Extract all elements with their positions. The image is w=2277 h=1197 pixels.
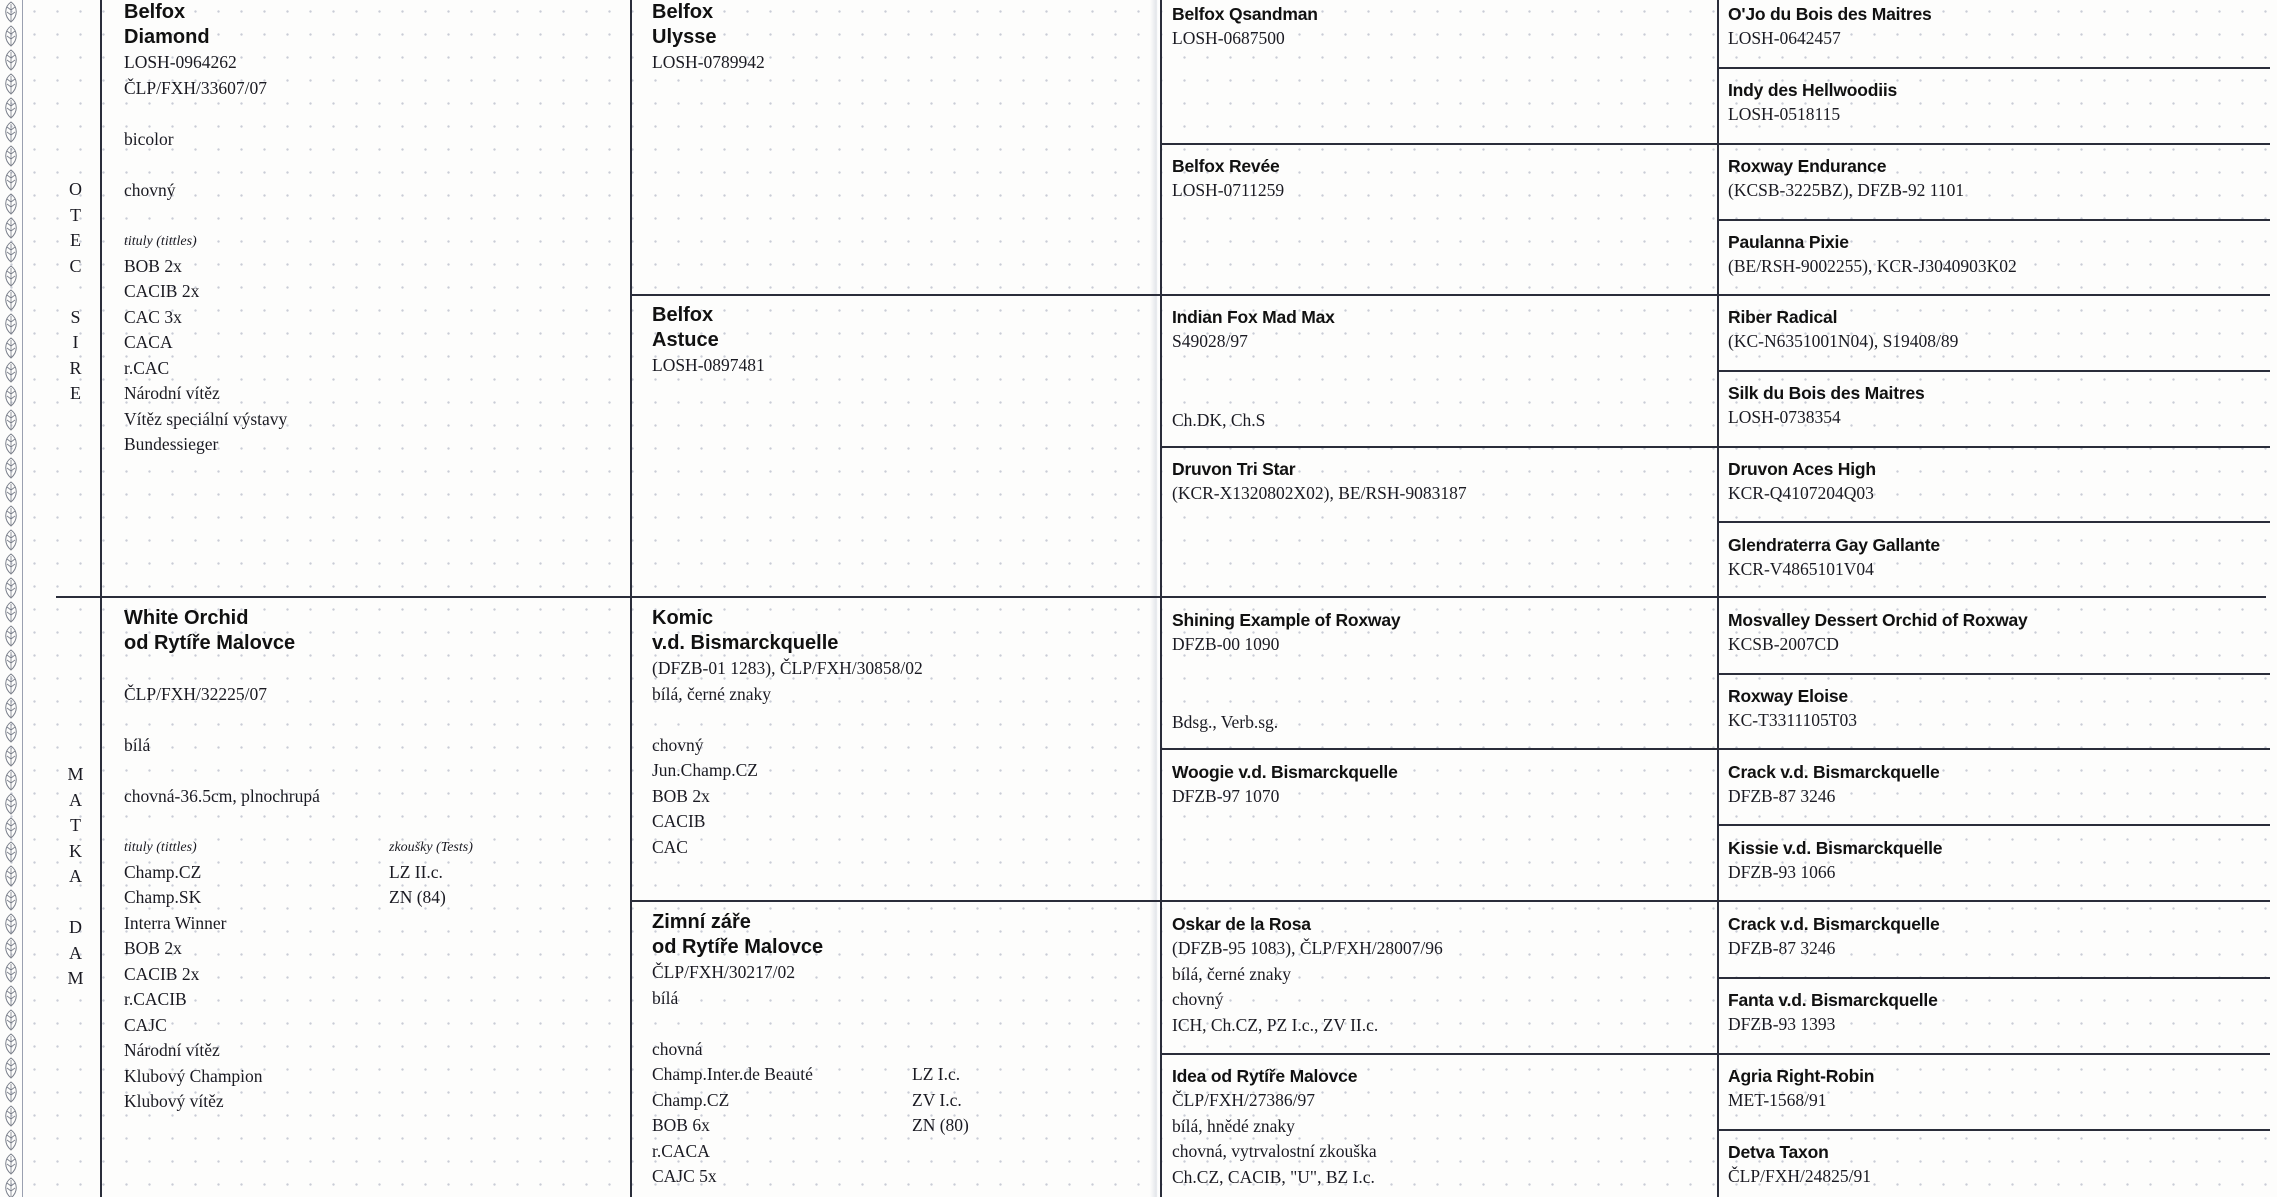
side-letter: C <box>69 255 83 276</box>
ancestor-cell <box>1728 230 2268 280</box>
grandparent-name-line1: Belfox <box>652 304 714 326</box>
sire-breeding-status: chovný <box>124 179 176 200</box>
generation3-divider <box>1160 294 1717 296</box>
great-grandparent-detail: S49028/97 <box>1172 331 1248 351</box>
great-grandparent-name: Shining Example of Roxway <box>1172 610 1401 630</box>
sire-title-item: CAC 3x <box>124 306 182 327</box>
generation4-divider <box>1717 521 2270 523</box>
ancestor-cell <box>1728 457 2268 507</box>
side-letter: D <box>69 917 83 937</box>
sire-title-item: Národní vítěz <box>124 383 220 403</box>
generation3-divider <box>1160 748 1717 750</box>
great-grandparent-detail: DFZB-00 1090 <box>1172 634 1280 654</box>
generation4-divider <box>1717 673 2270 675</box>
grandparent-name-line2: v.d. Bismarckquelle <box>652 632 839 654</box>
generation2-divider <box>630 294 1160 296</box>
dam-titles-list <box>124 860 389 1115</box>
ancestor-cell <box>1728 1140 2268 1190</box>
ancestor-registration: DFZB-93 1393 <box>1728 1014 1836 1034</box>
grandparent-cell <box>652 910 1152 1190</box>
ancestor-name: Detva Taxon <box>1728 1142 1829 1162</box>
great-grandparent-cell <box>1172 457 1712 507</box>
ancestor-name: Glendraterra Gay Gallante <box>1728 535 1940 555</box>
sire-title-item: r.CAC <box>124 357 170 378</box>
ancestor-cell <box>1728 305 2268 355</box>
ancestor-cell <box>1728 2 2268 52</box>
dam-title-item: Interra Winner <box>124 912 227 933</box>
ancestor-registration: KCSB-2007CD <box>1728 634 1839 654</box>
generation3-divider <box>1160 900 1717 902</box>
ancestor-cell <box>1728 836 2268 886</box>
grandparent-cell <box>652 606 1152 860</box>
great-grandparent-detail: (DFZB-95 1083), ČLP/FXH/28007/96 <box>1172 938 1443 958</box>
ancestor-name: Agria Right-Robin <box>1728 1066 1875 1086</box>
sire-title-item: Bundessieger <box>124 434 219 454</box>
ancestor-name: Roxway Endurance <box>1728 156 1887 176</box>
dam-title-item: Champ.CZ <box>124 861 202 882</box>
great-grandparent-name: Indian Fox Mad Max <box>1172 307 1335 327</box>
generation4-divider <box>1717 143 2270 145</box>
ancestor-registration: DFZB-87 3246 <box>1728 786 1836 806</box>
great-grandparent-name: Oskar de la Rosa <box>1172 914 1311 934</box>
great-grandparent-detail: LOSH-0711259 <box>1172 180 1285 200</box>
dam-title-item: Klubový vítěz <box>124 1091 224 1111</box>
side-letter: I <box>72 332 80 352</box>
dam-color: bílá <box>124 734 151 755</box>
dam-title-item: Champ.SK <box>124 887 202 907</box>
ancestor-cell <box>1728 381 2268 431</box>
grandparent-tests-list <box>912 1062 969 1190</box>
ancestor-registration: (KCSB-3225BZ), DFZB-92 1101 <box>1728 180 1965 200</box>
dam-title-item: BOB 2x <box>124 938 182 958</box>
generation4-divider <box>1717 824 2270 826</box>
dam-side-label <box>56 762 96 992</box>
grandparent-cell <box>652 0 1152 76</box>
grandparent-name-line2: Ulysse <box>652 26 717 48</box>
grandparent-titles-list <box>652 1062 912 1190</box>
side-letter: K <box>69 840 83 861</box>
grandparent-name-line1: Zimní záře <box>652 911 751 933</box>
generation2-divider <box>630 900 1160 902</box>
ancestor-cell <box>1728 154 2268 204</box>
ancestor-cell <box>1728 78 2268 128</box>
ancestor-registration: (KC-N6351001N04), S19408/89 <box>1728 331 1959 351</box>
ancestor-name: Silk du Bois des Maitres <box>1728 383 1925 403</box>
side-letter: E <box>70 383 82 403</box>
sire-cell <box>124 0 624 458</box>
grandparent-detail: CAC <box>652 836 688 857</box>
grandparent-test-item: ZN (80) <box>912 1115 969 1135</box>
side-letter: M <box>67 968 85 988</box>
great-grandparent-cell <box>1172 912 1712 1038</box>
ancestor-registration: LOSH-0738354 <box>1728 407 1841 427</box>
ancestor-registration: KC-T3311105T03 <box>1728 710 1857 730</box>
grandparent-name-line2: Astuce <box>652 329 719 351</box>
ancestor-registration: DFZB-93 1066 <box>1728 862 1836 882</box>
ancestor-name: Roxway Eloise <box>1728 686 1848 706</box>
side-letter: T <box>70 815 82 835</box>
dam-title-item: CAJC <box>124 1014 167 1035</box>
ancestor-name: Paulanna Pixie <box>1728 232 1849 252</box>
grandparent-title-item: BOB 6x <box>652 1115 710 1135</box>
great-grandparent-detail: bílá, hnědé znaky <box>1172 1115 1295 1136</box>
grandparent-detail: chovná <box>652 1038 703 1059</box>
grandparent-titles-tests <box>652 1062 1152 1190</box>
side-letter: S <box>70 306 82 327</box>
side-letter: A <box>69 942 83 963</box>
dam-titles-label: tituly (tittles) <box>124 839 197 855</box>
side-letter: R <box>69 357 83 378</box>
dam-registration: ČLP/FXH/32225/07 <box>124 683 267 704</box>
grandparent-title-item: Champ.CZ <box>652 1089 730 1110</box>
grandparent-detail: bílá, černé znaky <box>652 683 772 704</box>
leaf-border-ornament <box>0 0 23 1197</box>
grandparent-detail: BOB 2x <box>652 785 710 806</box>
ancestor-name: Kissie v.d. Bismarckquelle <box>1728 838 1943 858</box>
ancestor-cell <box>1728 760 2268 810</box>
ancestor-registration: KCR-V4865101V04 <box>1728 559 1874 579</box>
sire-name-line2: Diamond <box>124 26 210 48</box>
ancestor-registration: (BE/RSH-9002255), KCR-J3040903K02 <box>1728 256 2017 276</box>
great-grandparent-titles: Bdsg., Verb.sg. <box>1172 712 1279 732</box>
great-grandparent-cell <box>1172 2 1712 52</box>
side-letter <box>56 890 96 916</box>
sire-color: bicolor <box>124 128 174 149</box>
ancestor-cell <box>1728 988 2268 1038</box>
ancestor-name: Mosvalley Dessert Orchid of Roxway <box>1728 610 2028 630</box>
grandparent-detail: LOSH-0789942 <box>652 52 765 72</box>
great-grandparent-detail: ICH, Ch.CZ, PZ I.c., ZV II.c. <box>1172 1014 1379 1035</box>
sire-name-line1: Belfox <box>124 1 186 23</box>
sire-title-item: CACA <box>124 332 173 352</box>
great-grandparent-name: Belfox Revée <box>1172 156 1280 176</box>
grandparent-name-line2: od Rytíře Malovce <box>652 936 824 958</box>
great-grandparent-detail: DFZB-97 1070 <box>1172 786 1280 806</box>
column-divider <box>1717 0 1719 1197</box>
generation3-divider <box>1160 143 1717 145</box>
sire-title-item: CACIB 2x <box>124 281 200 301</box>
column-divider <box>1160 0 1162 1197</box>
great-grandparent-detail: (KCR-X1320802X02), BE/RSH-9083187 <box>1172 483 1467 503</box>
dam-tests-list <box>389 860 446 1115</box>
grandparent-detail: LOSH-0897481 <box>652 355 765 375</box>
side-letter: E <box>70 230 82 250</box>
side-letter: A <box>69 866 83 886</box>
side-letter: M <box>67 764 85 784</box>
ancestor-registration: ČLP/FXH/24825/91 <box>1728 1166 1871 1186</box>
grandparent-test-item: ZV I.c. <box>912 1089 962 1110</box>
generation3-divider <box>1160 1053 1717 1055</box>
side-letter: T <box>70 204 82 225</box>
generation4-divider <box>1717 370 2270 372</box>
dam-title-item: CACIB 2x <box>124 963 200 984</box>
generation4-divider <box>1717 219 2270 221</box>
great-grandparent-detail: bílá, černé znaky <box>1172 963 1292 984</box>
generation4-divider <box>1717 900 2270 902</box>
ancestor-cell <box>1728 912 2268 962</box>
generation4-divider <box>1717 1053 2270 1055</box>
dam-test-item: LZ II.c. <box>389 861 443 882</box>
ancestor-registration: MET-1568/91 <box>1728 1090 1827 1110</box>
ancestor-name: Druvon Aces High <box>1728 459 1876 479</box>
grandparent-detail: CACIB <box>652 811 706 831</box>
great-grandparent-detail: ČLP/FXH/27386/97 <box>1172 1090 1315 1110</box>
grandparent-detail: Jun.Champ.CZ <box>652 760 758 780</box>
ancestor-name: O'Jo du Bois des Maitres <box>1728 4 1932 24</box>
great-grandparent-detail: chovná, vytrvalostní zkouška <box>1172 1141 1377 1161</box>
grandparent-detail <box>652 1011 1152 1037</box>
ancestor-registration: LOSH-0642457 <box>1728 28 1841 48</box>
grandparent-title-item: r.CACA <box>652 1140 710 1161</box>
ancestor-name: Indy des Hellwoodiis <box>1728 80 1898 100</box>
grandparent-detail: ČLP/FXH/30217/02 <box>652 962 795 982</box>
ancestor-name: Crack v.d. Bismarckquelle <box>1728 762 1940 782</box>
side-letter: O <box>69 179 83 199</box>
dam-cell <box>124 606 624 1115</box>
sire-side-label <box>56 177 96 407</box>
ancestor-registration: LOSH-0518115 <box>1728 104 1841 124</box>
column-divider <box>100 0 102 1197</box>
sire-title-item: BOB 2x <box>124 255 182 276</box>
great-grandparent-detail: Ch.CZ, CACIB, "U", BZ I.c. <box>1172 1166 1375 1187</box>
great-grandparent-name: Idea od Rytíře Malovce <box>1172 1066 1358 1086</box>
side-letter: A <box>69 789 83 810</box>
grandparent-detail: chovný <box>652 734 704 755</box>
ancestor-name: Riber Radical <box>1728 307 1838 327</box>
great-grandparent-cell <box>1172 760 1712 810</box>
grandparent-name-line1: Komic <box>652 607 714 629</box>
dam-title-item: Národní vítěz <box>124 1040 220 1060</box>
ancestor-registration: KCR-Q4107204Q03 <box>1728 483 1874 503</box>
dam-title-item: r.CACIB <box>124 989 187 1009</box>
ancestor-registration: DFZB-87 3246 <box>1728 938 1836 958</box>
ancestor-cell <box>1728 608 2268 658</box>
great-grandparent-name: Druvon Tri Star <box>1172 459 1296 479</box>
dam-name-line2: od Rytíře Malovce <box>124 632 296 654</box>
great-grandparent-detail: chovný <box>1172 989 1224 1009</box>
ancestor-cell <box>1728 684 2268 734</box>
grandparent-detail: bílá <box>652 987 679 1008</box>
generation4-divider <box>1717 294 2270 296</box>
dam-title-item: Klubový Champion <box>124 1065 263 1086</box>
great-grandparent-cell <box>1172 608 1712 658</box>
sire-title-item: Vítěz speciální výstavy <box>124 408 288 429</box>
generation4-divider <box>1717 446 2270 448</box>
grandparent-title-item: Champ.Inter.de Beauté <box>652 1064 813 1084</box>
great-grandparent-titles: Ch.DK, Ch.S <box>1172 410 1266 430</box>
great-grandparent-detail: LOSH-0687500 <box>1172 28 1285 48</box>
sire-registration: ČLP/FXH/33607/07 <box>124 77 267 98</box>
dam-test-item: ZN (84) <box>389 887 446 907</box>
grandparent-title-item: CAJC 5x <box>652 1166 717 1186</box>
ancestor-name: Fanta v.d. Bismarckquelle <box>1728 990 1938 1010</box>
great-grandparent-cell <box>1172 1064 1712 1190</box>
grandparent-cell <box>652 303 1152 379</box>
grandparent-detail: (DFZB-01 1283), ČLP/FXH/30858/02 <box>652 658 923 678</box>
ancestor-cell <box>1728 533 2268 583</box>
generation4-divider <box>1717 1129 2270 1131</box>
great-grandparent-cell <box>1172 305 1712 355</box>
great-grandparent-name: Woogie v.d. Bismarckquelle <box>1172 762 1398 782</box>
sire-registration: LOSH-0964262 <box>124 52 237 72</box>
column-divider <box>630 0 632 1197</box>
grandparent-test-item: LZ I.c. <box>912 1064 961 1084</box>
generation4-divider <box>1717 748 2270 750</box>
side-letter <box>56 279 96 305</box>
great-grandparent-cell <box>1172 154 1712 204</box>
generation4-divider <box>1717 977 2270 979</box>
dam-name-line1: White Orchid <box>124 607 249 629</box>
grandparent-detail <box>652 707 1152 733</box>
dam-tests-label: zkoušky (Tests) <box>389 839 473 855</box>
ancestor-cell <box>1728 1064 2268 1114</box>
generation3-divider <box>1160 446 1717 448</box>
generation4-divider <box>1717 67 2270 69</box>
great-grandparent-name: Belfox Qsandman <box>1172 4 1318 24</box>
sire-titles-list <box>124 254 624 458</box>
dam-breeding-status: chovná-36.5cm, plnochrupá <box>124 785 320 806</box>
sire-dam-divider <box>56 596 2266 598</box>
sire-titles-label: tituly (tittles) <box>124 233 197 249</box>
ancestor-name: Crack v.d. Bismarckquelle <box>1728 914 1940 934</box>
grandparent-name-line1: Belfox <box>652 1 714 23</box>
